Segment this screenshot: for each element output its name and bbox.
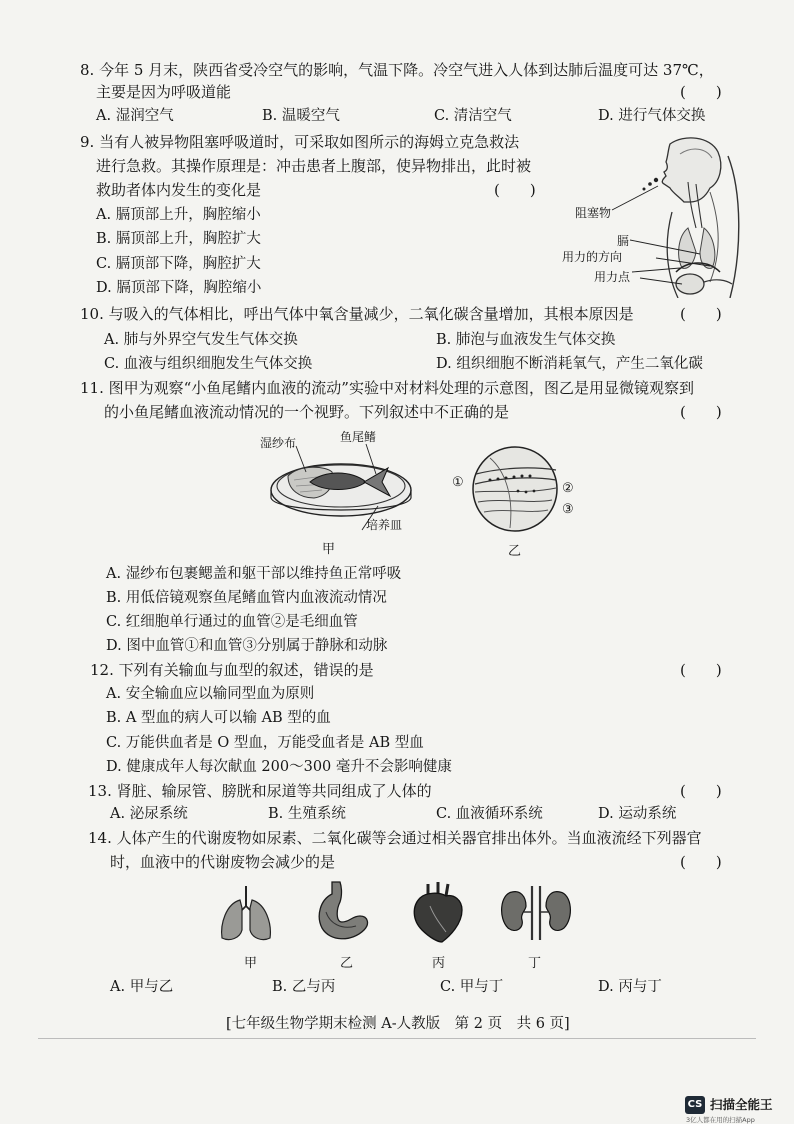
q10-option-b: B. 肺泡与血液发生气体交换 (436, 332, 616, 348)
heart-figure (410, 880, 466, 944)
q14-option-c: C. 甲与丁 (440, 979, 504, 995)
q9-option-a: A. 膈顶部上升，胸腔缩小 (96, 207, 261, 223)
q9-answer-paren: ( ) (494, 181, 536, 199)
q8-stem-line1: 8. 今年 5 月末，陕西省受冷空气的影响，气温下降。冷空气进入人体到达肺后温度可达 37℃， (80, 61, 714, 79)
organ-caption-yi: 乙 (340, 956, 354, 971)
foreign-object-dot (654, 178, 658, 182)
q9-stem-line1: 9. 当有人被异物阻塞呼吸道时，可采取如图所示的海姆立克急救法 (80, 133, 520, 151)
heimlich-label-obstruction: 阻塞物 (575, 206, 612, 220)
q9-option-d: D. 膈顶部下降，胸腔缩小 (96, 280, 262, 296)
q11-option-a: A. 湿纱布包裹鳃盖和躯干部以维持鱼正常呼吸 (106, 566, 402, 582)
q8-stem-line2: 主要是因为呼吸道能 (96, 83, 232, 101)
kidneys-figure (498, 884, 574, 942)
q12-stem-line1: 12. 下列有关输血与血型的叙述，错误的是 (90, 661, 374, 679)
q14-option-d: D. 丙与丁 (598, 979, 662, 995)
fig-yi-caption: 乙 (508, 544, 522, 559)
heimlich-label-diaphragm: 膈 (617, 234, 630, 248)
q14-option-b: B. 乙与丙 (272, 979, 336, 995)
camscanner-logo-icon: CS (685, 1096, 705, 1114)
q11-option-b: B. 用低倍镜观察鱼尾鳍血管内血液流动情况 (106, 590, 387, 606)
q9-stem-line3: 救助者体内发生的变化是 (96, 181, 262, 199)
stomach-figure (312, 880, 372, 944)
scanner-app-tagline: 3亿人都在用的扫描App (686, 1116, 755, 1124)
q10-stem-line1: 10. 与吸入的气体相比，呼出气体中氧含量减少，二氧化碳含量增加，其根本原因是 (80, 305, 634, 323)
q13-option-c: C. 血液循环系统 (436, 806, 543, 822)
organ-caption-jia: 甲 (244, 956, 258, 971)
q12-option-c: C. 万能供血者是 O 型血，万能受血者是 AB 型血 (106, 735, 424, 751)
q14-stem-line1: 14. 人体产生的代谢废物如尿素、二氧化碳等会通过相关器官排出体外。当血液流经下列器官 (88, 829, 702, 847)
q8-option-b: B. 温暖空气 (262, 108, 340, 124)
vessel-label-3: ③ (562, 502, 574, 517)
q13-stem-line1: 13. 肾脏、输尿管、膀胱和尿道等共同组成了人体的 (88, 782, 432, 800)
q10-option-c: C. 血液与组织细胞发生气体交换 (104, 356, 313, 372)
q9-option-c: C. 膈顶部下降，胸腔扩大 (96, 256, 261, 272)
petri-label-dish: 培养皿 (366, 518, 403, 532)
fig-jia-caption: 甲 (322, 542, 336, 557)
q13-option-d: D. 运动系统 (598, 806, 677, 822)
q11-answer-paren: ( ) (680, 403, 722, 421)
q9-stem-line2: 进行急救。其操作原理是：冲击患者上腹部，使异物排出，此时被 (96, 157, 532, 175)
q10-answer-paren: ( ) (680, 305, 722, 323)
q13-option-a: A. 泌尿系统 (110, 806, 188, 822)
q12-option-b: B. A 型血的病人可以输 AB 型的血 (106, 710, 331, 726)
petri-label-gauze: 湿纱布 (260, 436, 297, 450)
q14-option-a: A. 甲与乙 (110, 979, 174, 995)
lungs-figure (216, 884, 276, 944)
vessel-label-2: ② (562, 481, 574, 496)
organ-caption-ding: 丁 (528, 956, 542, 971)
q13-answer-paren: ( ) (680, 782, 722, 800)
q8-option-d: D. 进行气体交换 (598, 108, 706, 124)
footer-divider (38, 1038, 756, 1039)
heimlich-label-force-point: 用力点 (594, 270, 631, 284)
vessel-label-1: ① (452, 475, 464, 490)
q12-answer-paren: ( ) (680, 661, 722, 679)
q11-stem-line1: 11. 图甲为观察“小鱼尾鳍内血液的流动”实验中对材料处理的示意图，图乙是用显微镜观察到 (80, 379, 694, 397)
microscope-view-figure (470, 444, 560, 534)
q10-option-a: A. 肺与外界空气发生气体交换 (104, 332, 298, 348)
q13-option-b: B. 生殖系统 (268, 806, 346, 822)
q12-option-a: A. 安全输血应以输同型血为原则 (106, 686, 315, 702)
q11-option-d: D. 图中血管①和血管③分别属于静脉和动脉 (106, 638, 388, 654)
petri-label-tail-fin: 鱼尾鳍 (340, 430, 377, 444)
q8-option-a: A. 湿润空气 (96, 108, 174, 124)
q14-stem-line2: 时，血液中的代谢废物会减少的是 (110, 853, 336, 871)
q9-option-b: B. 膈顶部上升，胸腔扩大 (96, 231, 261, 247)
q11-stem-line2: 的小鱼尾鳍血液流动情况的一个视野。下列叙述中不正确的是 (104, 403, 510, 421)
page-footer: [七年级生物学期末检测 A-人教版 第 2 页 共 6 页] (226, 1016, 570, 1032)
q8-option-c: C. 清洁空气 (434, 108, 512, 124)
q10-option-d: D. 组织细胞不断消耗氧气，产生二氧化碳 (436, 356, 703, 372)
heimlich-label-force-direction: 用力的方向 (562, 250, 623, 264)
organ-caption-bing: 丙 (432, 956, 446, 971)
q11-option-c: C. 红细胞单行通过的血管②是毛细血管 (106, 614, 358, 630)
q12-option-d: D. 健康成年人每次献血 200～300 毫升不会影响健康 (106, 759, 452, 775)
q14-answer-paren: ( ) (680, 853, 722, 871)
q8-answer-paren: ( ) (680, 83, 722, 101)
scanner-app-name: 扫描全能王 (710, 1097, 773, 1112)
